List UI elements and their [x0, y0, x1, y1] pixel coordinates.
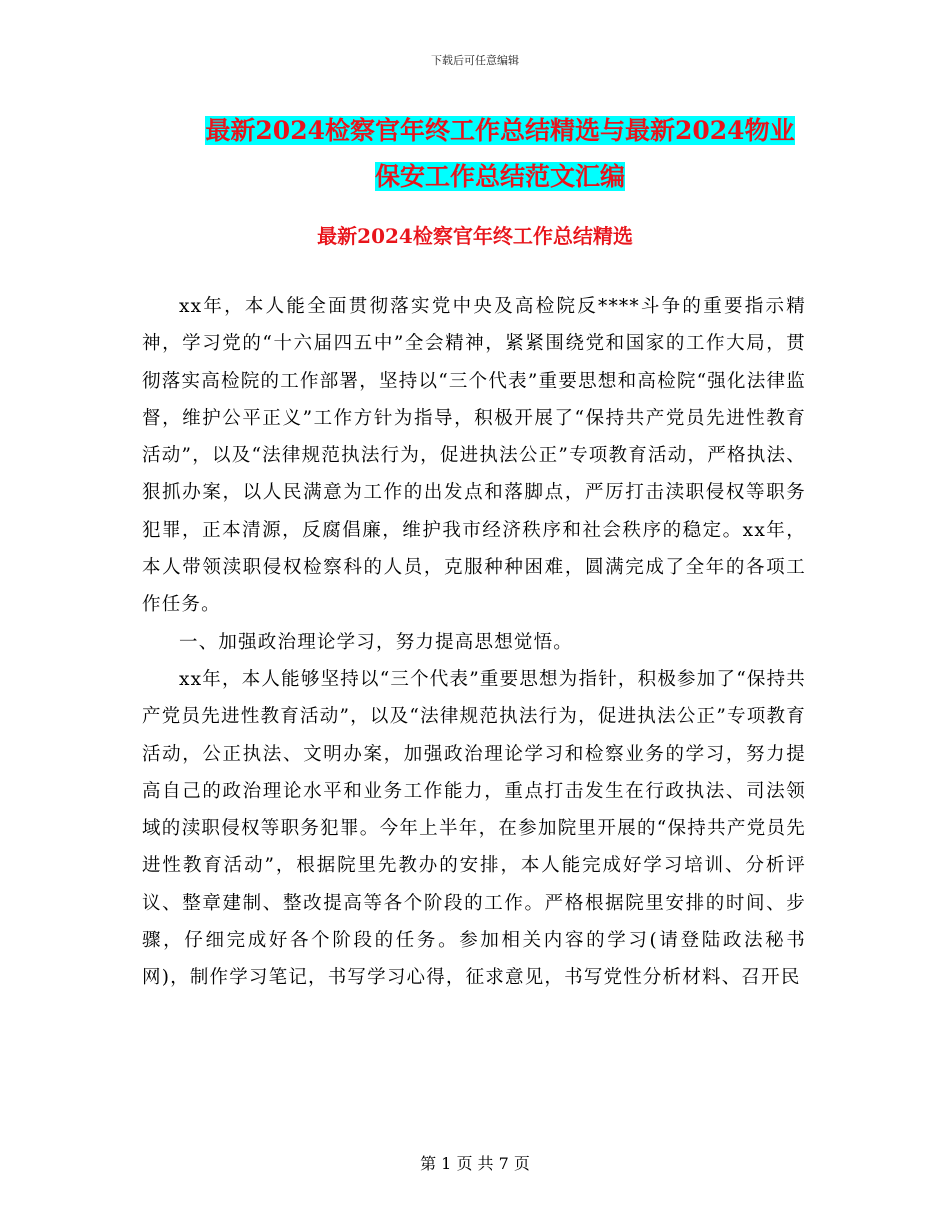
- section-title: 最新2024检察官年终工作总结精选: [317, 224, 633, 248]
- page-number: 第 1 页 共 7 页: [420, 1154, 530, 1173]
- header-note: 下载后可任意编辑: [431, 54, 519, 67]
- document-title-line-2: 保安工作总结范文汇编: [374, 162, 625, 191]
- document-body: [142, 288, 806, 997]
- paragraph-intro: xx年，本人能全面贯彻落实党中央及高检院反****斗争的重要指示精神，学习党的“十六届四五中”全会精神，紧紧围绕党和国家的工作大局，贯彻落实高检院的工作部署，坚持以“三个代表”重要思想和高检院“强化法律监督，维护公平正义”工作方针为指导，积极开展了“保持共产党员先进性教育活动”，以及“法律规范执法行为，促进执法公正”专项教育活动，严格执法、狠抓办案，以人民满意为工作的出发点和落脚点，严厉打击渎职侵权等职务犯罪，正本清源，反腐倡廉，维护我市经济秩序和社会秩序的稳定。xx年，本人带领渎职侵权检察科的人员，克服种种困难，圆满完成了全年的各项工作任务。: [142, 296, 806, 616]
- document-title: [140, 108, 860, 200]
- paragraph-heading-1: 一、加强政治理论学习，努力提高思想觉悟。: [179, 631, 574, 653]
- paragraph-section-1: xx年，本人能够坚持以“三个代表”重要思想为指针，积极参加了“保持共产党员先进性教育活动”，以及“法律规范执法行为，促进执法公正”专项教育活动，公正执法、文明办案，加强政治理论学习和检察业务的学习，努力提高自己的政治理论水平和业务工作能力，重点打击发生在行政执法、司法领域的渎职侵权等职务犯罪。今年上半年，在参加院里开展的“保持共产党员先进性教育活动”，根据院里先教办的安排，本人能完成好学习培训、分析评议、整章建制、整改提高等各个阶段的工作。严格根据院里安排的时间、步骤，仔细完成好各个阶段的任务。参加相关内容的学习(请登陆政法秘书网)，制作学习笔记，书写学习心得，征求意见，书写党性分析材料、召开民: [142, 668, 806, 989]
- document-title-line-1: 最新2024检察官年终工作总结精选与最新2024物业: [205, 116, 795, 145]
